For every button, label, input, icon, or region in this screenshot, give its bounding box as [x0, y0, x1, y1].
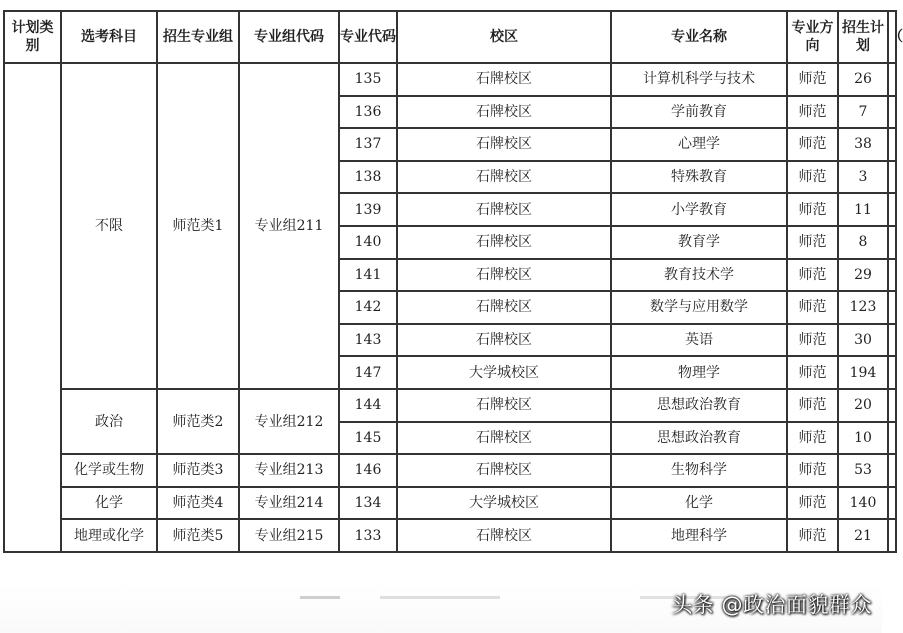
direction-cell: 师范 — [787, 454, 838, 487]
scan-artifact — [300, 596, 340, 599]
header-campus: 校区 — [397, 11, 611, 63]
extra-cell — [888, 389, 896, 422]
group-cell: 师范类2 — [157, 389, 239, 454]
direction-cell: 师范 — [787, 487, 838, 520]
major-code-cell: 137 — [339, 128, 397, 161]
quota-cell: 20 — [838, 389, 888, 422]
direction-cell: 师范 — [787, 63, 838, 96]
quota-cell: 3 — [838, 161, 888, 194]
campus-cell: 石牌校区 — [397, 259, 611, 292]
major-code-cell: 146 — [339, 454, 397, 487]
major-code-cell: 142 — [339, 291, 397, 324]
direction-cell: 师范 — [787, 96, 838, 129]
header-major-code: 专业代码 — [339, 11, 397, 63]
group-cell: 师范类1 — [157, 63, 239, 389]
table-row — [4, 487, 896, 520]
major-name-cell: 小学教育 — [611, 193, 787, 226]
major-name-cell: 教育技术学 — [611, 259, 787, 292]
group-cell: 师范类3 — [157, 454, 239, 487]
major-code-cell: 144 — [339, 389, 397, 422]
campus-cell: 石牌校区 — [397, 422, 611, 455]
quota-cell: 29 — [838, 259, 888, 292]
subject-cell: 化学 — [61, 487, 157, 520]
major-code-cell: 139 — [339, 193, 397, 226]
direction-cell: 师范 — [787, 226, 838, 259]
header-group-code: 专业组代码 — [239, 11, 339, 63]
header-row — [4, 11, 896, 63]
campus-cell: 大学城校区 — [397, 356, 611, 389]
watermark-text: 头条 @政治面貌群众 — [671, 593, 872, 617]
major-name-cell: 物理学 — [611, 356, 787, 389]
campus-cell: 石牌校区 — [397, 519, 611, 552]
table-row — [4, 454, 896, 487]
quota-cell: 10 — [838, 422, 888, 455]
major-name-cell: 心理学 — [611, 128, 787, 161]
quota-cell: 26 — [838, 63, 888, 96]
major-code-cell: 140 — [339, 226, 397, 259]
header-extra: （ — [888, 11, 896, 63]
extra-cell — [888, 259, 896, 292]
major-code-cell: 135 — [339, 63, 397, 96]
quota-cell: 194 — [838, 356, 888, 389]
direction-cell: 师范 — [787, 128, 838, 161]
subject-cell: 政治 — [61, 389, 157, 454]
extra-cell — [888, 291, 896, 324]
major-name-cell: 英语 — [611, 324, 787, 357]
quota-cell: 30 — [838, 324, 888, 357]
header-direction: 专业方向 — [787, 11, 838, 63]
major-code-cell: 147 — [339, 356, 397, 389]
direction-cell: 师范 — [787, 161, 838, 194]
direction-cell: 师范 — [787, 259, 838, 292]
quota-cell: 140 — [838, 487, 888, 520]
direction-cell: 师范 — [787, 519, 838, 552]
major-name-cell: 化学 — [611, 487, 787, 520]
campus-cell: 石牌校区 — [397, 324, 611, 357]
extra-cell — [888, 487, 896, 520]
direction-cell: 师范 — [787, 291, 838, 324]
extra-cell — [888, 356, 896, 389]
major-code-cell: 136 — [339, 96, 397, 129]
extra-cell — [888, 63, 896, 96]
campus-cell: 石牌校区 — [397, 193, 611, 226]
direction-cell: 师范 — [787, 389, 838, 422]
quota-cell: 123 — [838, 291, 888, 324]
admission-plan-table — [3, 10, 903, 553]
direction-cell: 师范 — [787, 356, 838, 389]
table-row — [4, 389, 896, 422]
quota-cell: 8 — [838, 226, 888, 259]
group-code-cell: 专业组215 — [239, 519, 339, 552]
major-name-cell: 生物科学 — [611, 454, 787, 487]
major-code-cell: 134 — [339, 487, 397, 520]
quota-cell: 53 — [838, 454, 888, 487]
extra-cell — [888, 96, 896, 129]
extra-cell — [888, 128, 896, 161]
group-code-cell: 专业组211 — [239, 63, 339, 389]
extra-cell — [888, 193, 896, 226]
header-quota: 招生计划 — [838, 11, 888, 63]
header-plan-type: 计划类别 — [4, 11, 61, 63]
campus-cell: 石牌校区 — [397, 128, 611, 161]
campus-cell: 石牌校区 — [397, 161, 611, 194]
group-code-cell: 专业组212 — [239, 389, 339, 454]
campus-cell: 石牌校区 — [397, 226, 611, 259]
header-subject: 选考科目 — [61, 11, 157, 63]
direction-cell: 师范 — [787, 324, 838, 357]
header-major-name: 专业名称 — [611, 11, 787, 63]
group-cell: 师范类5 — [157, 519, 239, 552]
major-code-cell: 143 — [339, 324, 397, 357]
quota-cell: 38 — [838, 128, 888, 161]
major-name-cell: 特殊教育 — [611, 161, 787, 194]
campus-cell: 石牌校区 — [397, 454, 611, 487]
campus-cell: 石牌校区 — [397, 63, 611, 96]
subject-cell: 化学或生物 — [61, 454, 157, 487]
campus-cell: 石牌校区 — [397, 96, 611, 129]
group-code-cell: 专业组213 — [239, 454, 339, 487]
group-cell: 师范类4 — [157, 487, 239, 520]
scan-artifact — [380, 596, 500, 599]
extra-cell — [888, 422, 896, 455]
major-name-cell: 思想政治教育 — [611, 422, 787, 455]
major-code-cell: 141 — [339, 259, 397, 292]
header-group: 招生专业组 — [157, 11, 239, 63]
major-name-cell: 地理科学 — [611, 519, 787, 552]
extra-cell — [888, 454, 896, 487]
direction-cell: 师范 — [787, 193, 838, 226]
quota-cell: 21 — [838, 519, 888, 552]
major-code-cell: 133 — [339, 519, 397, 552]
group-code-cell: 专业组214 — [239, 487, 339, 520]
major-code-cell: 138 — [339, 161, 397, 194]
quota-cell: 11 — [838, 193, 888, 226]
quota-cell: 7 — [838, 96, 888, 129]
major-code-cell: 145 — [339, 422, 397, 455]
major-name-cell: 学前教育 — [611, 96, 787, 129]
table-row — [4, 519, 896, 552]
subject-cell: 不限 — [61, 63, 157, 389]
major-name-cell: 思想政治教育 — [611, 389, 787, 422]
extra-cell — [888, 226, 896, 259]
major-name-cell: 数学与应用数学 — [611, 291, 787, 324]
extra-cell — [888, 161, 896, 194]
direction-cell: 师范 — [787, 422, 838, 455]
table-row — [4, 63, 896, 96]
plan-type-cell — [4, 63, 61, 552]
extra-cell — [888, 324, 896, 357]
campus-cell: 石牌校区 — [397, 389, 611, 422]
campus-cell: 大学城校区 — [397, 487, 611, 520]
extra-cell — [888, 519, 896, 552]
campus-cell: 石牌校区 — [397, 291, 611, 324]
major-name-cell: 教育学 — [611, 226, 787, 259]
major-name-cell: 计算机科学与技术 — [611, 63, 787, 96]
subject-cell: 地理或化学 — [61, 519, 157, 552]
